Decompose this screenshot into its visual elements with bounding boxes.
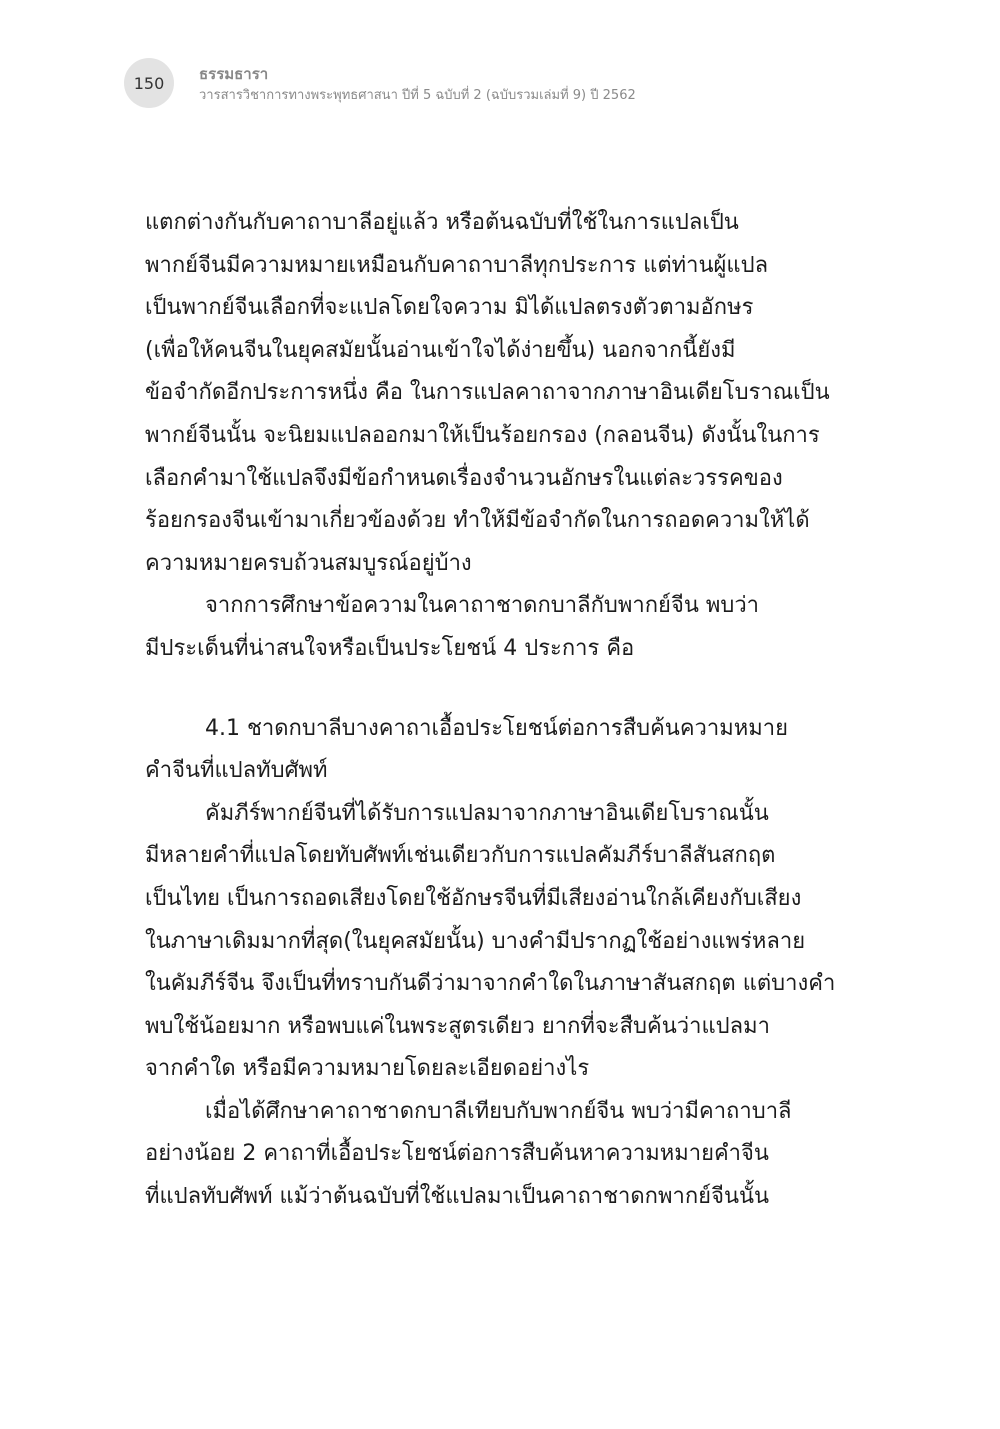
running-header <box>124 56 824 108</box>
article-body <box>145 202 835 1219</box>
journal-subtitle: วารสารวิชาการทางพระพุทธศาสนา ปีที่ 5 ฉบับที่ 2 (ฉบับรวมเล่มที่ 9) ปี 2562 <box>199 88 636 103</box>
text-line: ในคัมภีร์จีน จึงเป็นที่ทราบกันดีว่ามาจากคำใดในภาษาสันสกฤต แต่บางคำ <box>145 971 836 997</box>
journal-name: ธรรมธารา <box>199 65 269 83</box>
section-heading-4-1 <box>145 708 835 793</box>
text-line: มีประเด็นที่น่าสนใจหรือเป็นประโยชน์ 4 ประการ คือ <box>145 635 635 661</box>
heading-line: คำจีนที่แปลทับศัพท์ <box>145 758 328 784</box>
text-line: เป็นไทย เป็นการถอดเสียงโดยใช้อักษรจีนที่มีเสียงอ่านใกล้เคียงกับเสียง <box>145 885 802 911</box>
text-line: พากย์จีนนั้น จะนิยมแปลออกมาให้เป็นร้อยกรอง (กลอนจีน) ดังนั้นในการ <box>145 422 820 448</box>
text-line: จากคำใด หรือมีความหมายโดยละเอียดอย่างไร <box>145 1056 590 1082</box>
paragraph-findings-intro <box>145 585 835 670</box>
heading-line: 4.1 ชาดกบาลีบางคาถาเอื้อประโยชน์ต่อการสืบค้นความหมาย <box>205 715 789 741</box>
text-line: คัมภีร์พากย์จีนที่ได้รับการแปลมาจากภาษาอินเดียโบราณนั้น <box>205 800 769 826</box>
text-line: แตกต่างกันกับคาถาบาลีอยู่แล้ว หรือต้นฉบับที่ใช้ในการแปลเป็น <box>145 210 739 235</box>
text-line: มีหลายคำที่แปลโดยทับศัพท์เช่นเดียวกับการแปลคัมภีร์บาลีสันสกฤต <box>145 843 776 869</box>
text-line: ที่แปลทับศัพท์ แม้ว่าต้นฉบับที่ใช้แปลมาเป็นคาถาชาดกพากย์จีนนั้น <box>145 1184 770 1210</box>
paragraph-comparison <box>145 1091 835 1219</box>
text-line: ความหมายครบถ้วนสมบูรณ์อยู่บ้าง <box>145 550 472 576</box>
page-number: 150 <box>124 58 174 108</box>
text-line: ข้อจำกัดอีกประการหนึ่ง คือ ในการแปลคาถาจากภาษาอินเดียโบราณเป็น <box>145 380 830 406</box>
text-line: เลือกคำมาใช้แปลจึงมีข้อกำหนดเรื่องจำนวนอักษรในแต่ละวรรคของ <box>145 465 783 491</box>
text-line: เมื่อได้ศึกษาคาถาชาดกบาลีเทียบกับพากย์จีน พบว่ามีคาถาบาลี <box>205 1098 792 1124</box>
text-line: อย่างน้อย 2 คาถาที่เอื้อประโยชน์ต่อการสืบค้นหาความหมายคำจีน <box>145 1141 769 1167</box>
text-line: เป็นพากย์จีนเลือกที่จะแปลโดยใจความ มิได้แปลตรงตัวตามอักษร <box>145 295 754 321</box>
text-line: (เพื่อให้คนจีนในยุคสมัยนั้นอ่านเข้าใจได้ง่ายขึ้น) นอกจากนี้ยังมี <box>145 337 736 363</box>
text-line: พบใช้น้อยมาก หรือพบแค่ในพระสูตรเดียว ยากที่จะสืบค้นว่าแปลมา <box>145 1013 770 1039</box>
text-line: ในภาษาเดิมมากที่สุด(ในยุคสมัยนั้น) บางคำมีปรากฏใช้อย่างแพร่หลาย <box>145 928 806 954</box>
section-gap <box>145 671 835 708</box>
text-line: ร้อยกรองจีนเข้ามาเกี่ยวข้องด้วย ทำให้มีข้อจำกัดในการถอดความให้ได้ <box>145 508 810 534</box>
text-line: จากการศึกษาข้อความในคาถาชาดกบาลีกับพากย์จีน พบว่า <box>205 593 760 619</box>
paragraph-transliteration <box>145 793 835 1091</box>
text-line: พากย์จีนมีความหมายเหมือนกับคาถาบาลีทุกประการ แต่ท่านผู้แปล <box>145 252 769 278</box>
paragraph-continued <box>145 202 835 585</box>
